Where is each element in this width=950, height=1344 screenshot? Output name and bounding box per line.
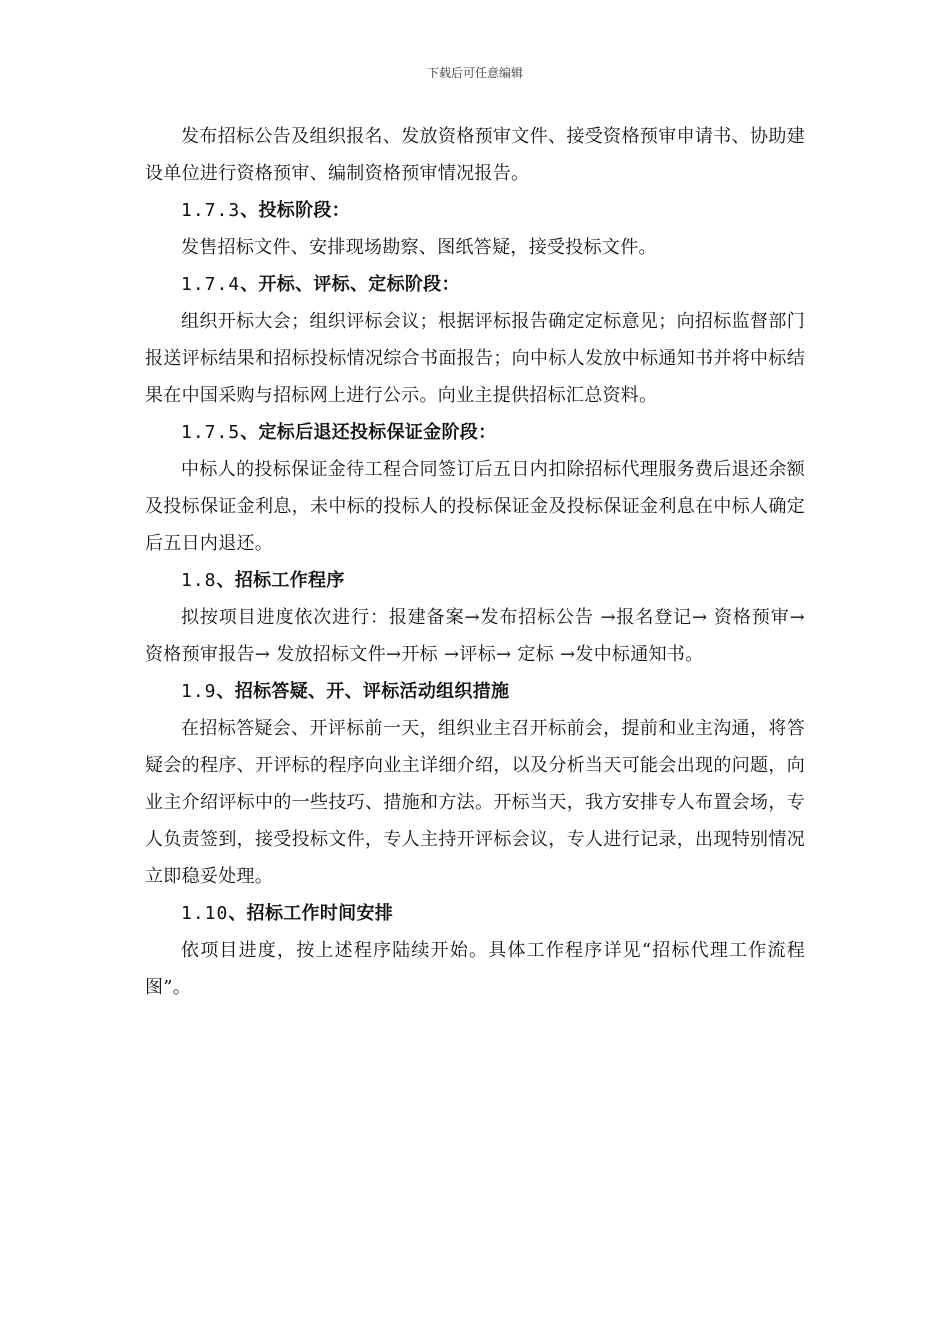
document-body <box>145 118 805 1006</box>
paragraph-schedule: 依项目进度，按上述程序陆续开始。具体工作程序详见“招标代理工作流程图”。 <box>145 940 805 998</box>
heading-title: 、招标工作程序 <box>216 570 345 591</box>
paragraph-opening-evaluation: 组织开标大会；组织评标会议；根据评标报告确定定标意见；向招标监督部门报送评标结果和招标投标情况综合书面报告；向中标人发放中标通知书并将中标结果在中国采购与招标网上进行公示。向业主提供招标汇总资料。 <box>145 311 805 406</box>
page-header: 下载后可任意编辑 <box>426 66 523 80</box>
heading-title: 、开标、评标、定标阶段： <box>240 274 460 295</box>
heading-title: 、招标答疑、开、评标活动组织措施 <box>216 681 510 702</box>
heading-title: 、定标后退还投标保证金阶段： <box>240 422 497 443</box>
paragraph-bidding: 发售招标文件、安排现场勘察、图纸答疑，接受投标文件。 <box>181 237 657 258</box>
heading-number: 1.7.5 <box>181 422 241 443</box>
paragraph-organization-measures: 在招标答疑会、开评标前一天，组织业主召开标前会，提前和业主沟通，将答疑会的程序、开评标的程序向业主详细介绍，以及分析当天可能会出现的问题，向业主介绍评标中的一些技巧、措施和方法。开标当天，我方安排专人布置会场，专人负责签到，接受投标文件，专人主持开评标会议，专人进行记录，出现特别情况立即稳妥处理。 <box>145 718 805 887</box>
heading-1-10 <box>145 895 805 932</box>
heading-title: 、投标阶段： <box>240 200 350 221</box>
heading-number: 1.7.3 <box>181 200 241 221</box>
heading-title: 、招标工作时间安排 <box>228 903 394 924</box>
paragraph-deposit-refund: 中标人的投标保证金待工程合同签订后五日内扣除招标代理服务费后退还余额及投标保证金利息，未中标的投标人的投标保证金及投标保证金利息在中标人确定后五日内退还。 <box>145 459 805 554</box>
paragraph-procedure: 拟按项目进度依次进行：报建备案→发布招标公告 →报名登记→ 资格预审→ 资格预审报告→ 发放招标文件→开标 →评标→ 定标 →发中标通知书。 <box>145 607 805 665</box>
heading-number: 1.9 <box>181 681 217 702</box>
heading-1-9 <box>145 673 805 710</box>
heading-number: 1.7.4 <box>181 274 241 295</box>
heading-1-8 <box>145 562 805 599</box>
heading-1-7-3 <box>145 192 805 229</box>
heading-number: 1.8 <box>181 570 217 591</box>
heading-number: 1.10 <box>181 903 229 924</box>
paragraph-qualification: 发布招标公告及组织报名、发放资格预审文件、接受资格预审申请书、协助建设单位进行资格预审、编制资格预审情况报告。 <box>145 126 805 184</box>
heading-1-7-5 <box>145 414 805 451</box>
heading-1-7-4 <box>145 266 805 303</box>
